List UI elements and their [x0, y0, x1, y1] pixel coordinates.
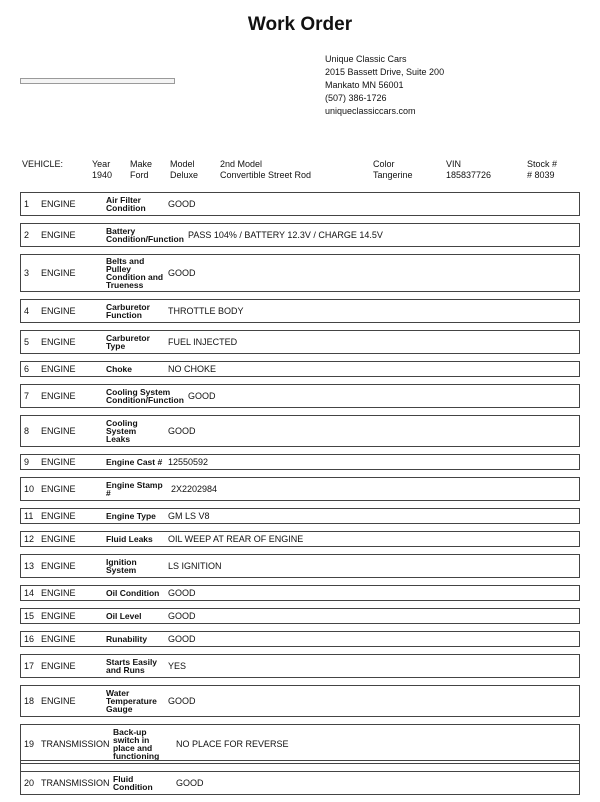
page-title: Work Order	[247, 14, 353, 35]
row-number: 2	[24, 230, 30, 240]
row-value: NO CHOKE	[168, 364, 217, 374]
row-item: Ignition System	[106, 557, 137, 575]
company-address-line2: Mankato MN 56001	[325, 80, 404, 90]
company-name: Unique Classic Cars	[325, 54, 407, 64]
table-row	[20, 554, 580, 578]
row-item: Water Temperature Gauge	[106, 688, 157, 714]
row-system: ENGINE	[41, 484, 76, 494]
table-row	[20, 631, 580, 647]
row-number: 20	[24, 778, 35, 788]
row-number: 16	[24, 634, 35, 644]
row-item: Fluid Leaks	[106, 534, 153, 544]
row-value: OIL WEEP AT REAR OF ENGINE	[168, 534, 304, 544]
row-value: GOOD	[168, 696, 196, 706]
row-value: FUEL INJECTED	[168, 337, 238, 347]
row-number: 13	[24, 561, 35, 571]
row-number: 12	[24, 534, 35, 544]
model2-value: Convertible Street Rod	[220, 170, 312, 180]
row-system: ENGINE	[41, 268, 76, 278]
vehicle-vin	[446, 159, 491, 181]
row-value: NO PLACE FOR REVERSE	[176, 739, 289, 749]
next-row-partial	[20, 760, 580, 776]
table-row	[20, 724, 580, 764]
vehicle-color	[373, 159, 413, 181]
row-value: GOOD	[176, 778, 204, 788]
model-header: Model	[170, 159, 195, 169]
row-system: ENGINE	[41, 306, 76, 316]
row-item: Cooling System Leaks	[106, 418, 138, 444]
row-item: Choke	[106, 364, 132, 374]
row-item: Engine Cast #	[106, 457, 163, 467]
row-value: GOOD	[168, 268, 196, 278]
row-value: 12550592	[168, 457, 209, 467]
row-system: ENGINE	[41, 611, 76, 621]
row-number: 6	[24, 364, 30, 374]
row-number: 14	[24, 588, 35, 598]
row-value: GOOD	[168, 426, 196, 436]
row-item: Oil Condition	[106, 588, 160, 598]
row-number: 18	[24, 696, 35, 706]
vin-value: 185837726	[446, 170, 492, 180]
row-system: ENGINE	[41, 511, 76, 521]
row-value: GOOD	[168, 634, 196, 644]
vehicle-info	[0, 159, 600, 185]
row-number: 1	[24, 199, 30, 209]
vehicle-model2	[220, 159, 311, 181]
table-row	[20, 654, 580, 678]
row-item: Carburetor Type	[106, 333, 150, 351]
table-row	[20, 585, 580, 601]
row-value: GOOD	[168, 199, 196, 209]
table-row	[20, 508, 580, 524]
row-item: Oil Level	[106, 611, 142, 621]
row-system: ENGINE	[41, 696, 76, 706]
table-row	[20, 454, 580, 470]
row-system: ENGINE	[41, 337, 76, 347]
row-item: Starts Easily and Runs	[106, 657, 158, 675]
table-row	[20, 608, 580, 624]
row-system: ENGINE	[41, 561, 76, 571]
vehicle-model	[170, 159, 198, 181]
blank-field	[20, 78, 175, 84]
row-system: ENGINE	[41, 457, 76, 467]
table-row	[20, 299, 580, 323]
make-value: Ford	[130, 170, 149, 180]
row-system: ENGINE	[41, 661, 76, 671]
row-number: 7	[24, 391, 30, 401]
stock-header: Stock #	[527, 159, 558, 169]
row-system: ENGINE	[41, 588, 76, 598]
table-row	[20, 384, 580, 408]
row-value: LS IGNITION	[168, 561, 222, 571]
row-system: TRANSMISSION	[41, 778, 110, 788]
row-value: GOOD	[168, 588, 196, 598]
row-number: 5	[24, 337, 30, 347]
table-row	[20, 192, 580, 216]
row-system: ENGINE	[41, 199, 76, 209]
table-row	[20, 685, 580, 717]
vehicle-make	[130, 159, 152, 181]
row-number: 4	[24, 306, 30, 316]
make-header: Make	[130, 159, 153, 169]
color-value: Tangerine	[373, 170, 413, 180]
company-address-block	[325, 53, 444, 118]
row-number: 19	[24, 739, 35, 749]
row-system: TRANSMISSION	[41, 739, 110, 749]
row-value: GOOD	[188, 391, 216, 401]
row-value: YES	[168, 661, 187, 671]
table-row	[20, 415, 580, 447]
row-item: Engine Stamp #	[106, 480, 163, 498]
table-row	[20, 361, 580, 377]
company-address-line1: 2015 Bassett Drive, Suite 200	[325, 67, 445, 77]
model2-header: 2nd Model	[220, 159, 263, 169]
stock-value: # 8039	[527, 170, 555, 180]
company-phone: (507) 386-1726	[325, 93, 387, 103]
row-number: 10	[24, 484, 35, 494]
row-system: ENGINE	[41, 391, 76, 401]
model-value: Deluxe	[170, 170, 199, 180]
row-value: 2X2202984	[171, 484, 218, 494]
vin-header: VIN	[446, 159, 462, 169]
row-item: Engine Type	[106, 511, 156, 521]
vehicle-label: VEHICLE:	[22, 159, 64, 169]
row-item: Air Filter Condition	[106, 195, 146, 213]
table-row	[20, 330, 580, 354]
row-value: GM LS V8	[168, 511, 210, 521]
row-system: ENGINE	[41, 230, 76, 240]
company-website: uniqueclassiccars.com	[325, 106, 416, 116]
row-number: 8	[24, 426, 30, 436]
row-number: 3	[24, 268, 30, 278]
row-system: ENGINE	[41, 534, 76, 544]
year-value: 1940	[92, 170, 113, 180]
row-system: ENGINE	[41, 364, 76, 374]
row-value: PASS 104% / BATTERY 12.3V / CHARGE 14.5V	[188, 230, 383, 240]
row-number: 17	[24, 661, 35, 671]
row-value: GOOD	[168, 611, 196, 621]
row-item: Battery Condition/Function	[106, 226, 184, 244]
vehicle-year	[92, 159, 112, 181]
inspection-list	[20, 192, 580, 802]
row-number: 9	[24, 457, 30, 467]
row-item: Cooling System Condition/Function	[106, 387, 184, 405]
table-row	[20, 531, 580, 547]
row-value: THROTTLE BODY	[168, 306, 244, 316]
row-item: Belts and Pulley Condition and Trueness	[106, 256, 164, 290]
row-item: Back-up switch in place and functioning	[113, 727, 160, 761]
year-header: Year	[92, 159, 111, 169]
row-number: 15	[24, 611, 35, 621]
row-item: Runability	[106, 634, 148, 644]
row-number: 11	[24, 511, 34, 521]
color-header: Color	[373, 159, 395, 169]
row-item: Carburetor Function	[106, 302, 150, 320]
table-row	[20, 477, 580, 501]
row-item: Fluid Condition	[113, 774, 153, 792]
table-row	[20, 223, 580, 247]
row-system: ENGINE	[41, 426, 76, 436]
vehicle-stock	[527, 159, 557, 181]
table-row	[20, 254, 580, 292]
row-system: ENGINE	[41, 634, 76, 644]
